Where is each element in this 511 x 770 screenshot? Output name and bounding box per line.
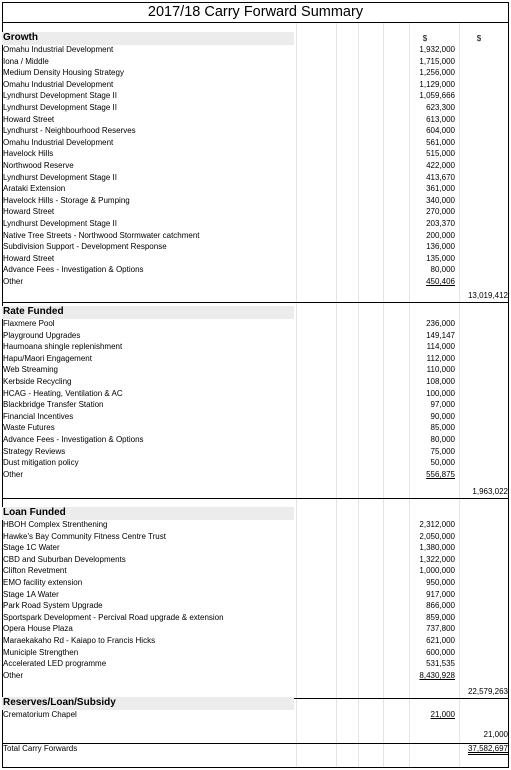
- loan-funded-item-amount: 1,322,000: [419, 554, 455, 564]
- grid-column-line: [459, 22, 460, 768]
- loan-funded-item-label: Stage 1C Water: [3, 543, 60, 553]
- growth-item-label: Iona / Middle: [3, 56, 49, 66]
- growth-item-label: Havelock Hills: [3, 149, 54, 159]
- growth-item-amount: 1,932,000: [419, 45, 455, 54]
- rate-funded-section-rule: [2, 498, 509, 499]
- loan-funded-item-label: Park Road System Upgrade: [3, 601, 103, 611]
- growth-item-amount: 1,715,000: [419, 56, 455, 66]
- growth-item-label: Northwood Reserve: [3, 161, 74, 170]
- loan-funded-item-amount: 8,430,928: [419, 670, 455, 680]
- rate-funded-item-amount: 90,000: [430, 411, 455, 421]
- rate-funded-item-amount: 97,000: [430, 400, 455, 410]
- rate-funded-item-amount: 85,000: [430, 423, 455, 433]
- reserves-item-amount: 21,000: [430, 710, 455, 719]
- rate-funded-item-amount: 236,000: [426, 319, 455, 328]
- loan-funded-item-label: Maraekakaho Rd - Kaiapo to Francis Hicks: [3, 636, 156, 645]
- rate-funded-heading: Rate Funded: [3, 306, 64, 317]
- rate-funded-item-amount: 108,000: [426, 377, 455, 386]
- loan-funded-item-amount: 2,312,000: [419, 520, 455, 529]
- rate-funded-item-amount: 110,000: [426, 365, 455, 375]
- growth-item-amount: 413,670: [426, 172, 455, 182]
- growth-item-amount: 203,370: [426, 219, 455, 228]
- growth-section-rule: [2, 302, 509, 303]
- rate-funded-item-label: HCAG - Heating, Ventilation & AC: [3, 388, 123, 398]
- growth-item-amount: 80,000: [430, 265, 455, 275]
- loan-funded-item-label: Other: [3, 670, 24, 680]
- loan-funded-item-amount: 621,000: [426, 636, 455, 645]
- grand-total-amount: 37,582,697: [467, 744, 508, 753]
- rate-funded-item-amount: 80,000: [430, 435, 455, 444]
- loan-funded-item-amount: 866,000: [426, 601, 455, 611]
- rate-funded-item-label: Financial Incentives: [3, 411, 74, 421]
- loan-funded-item-amount: 737,800: [426, 624, 455, 634]
- reserves-heading: Reserves/Loan/Subsidy: [3, 697, 116, 708]
- growth-item-amount: 623,300: [426, 103, 455, 112]
- loan-funded-item-label: CBD and Suburban Developments: [3, 554, 126, 564]
- growth-item-amount: 135,000: [426, 253, 455, 263]
- loan-funded-item-label: Municiple Strengthen: [3, 647, 79, 657]
- growth-item-amount: 613,000: [426, 114, 455, 124]
- sheet-border: [508, 2, 509, 768]
- grid-column-line: [296, 22, 297, 768]
- rate-funded-item-label: Strategy Reviews: [3, 446, 66, 456]
- loan-funded-item-label: Sportspark Development - Percival Road upgrade & extension: [3, 612, 224, 622]
- grand-total-label: Total Carry Forwards: [3, 744, 78, 753]
- sheet-title: 2017/18 Carry Forward Summary: [147, 4, 364, 20]
- growth-item-label: Lyndhurst Development Stage II: [3, 91, 117, 101]
- loan-funded-item-label: Clifton Revetment: [3, 566, 67, 576]
- loan-funded-item-amount: 950,000: [426, 578, 455, 587]
- title-rule: [2, 22, 509, 23]
- rate-funded-item-label: Playground Upgrades: [3, 330, 81, 340]
- growth-item-label: Lyndhurst Development Stage II: [3, 172, 117, 182]
- loan-funded-heading: Loan Funded: [3, 507, 66, 518]
- loan-funded-item-label: Opera House Plaza: [3, 624, 73, 634]
- growth-item-label: Subdivision Support - Development Response: [3, 242, 167, 252]
- rate-funded-item-label: Haumoana shingle replenishment: [3, 342, 123, 352]
- total-currency-header: $: [476, 34, 482, 43]
- rate-funded-item-amount: 114,000: [426, 342, 455, 352]
- rate-funded-item-amount: 112,000: [426, 353, 455, 363]
- loan-funded-item-amount: 1,000,000: [419, 566, 455, 576]
- growth-heading: Growth: [3, 32, 38, 43]
- growth-item-amount: 1,256,000: [419, 68, 455, 78]
- rate-funded-item-label: Dust mitigation policy: [3, 458, 79, 468]
- sheet-bottom-border: [2, 767, 509, 768]
- sheet-top-border: [2, 2, 509, 3]
- loan-funded-item-label: Hawke's Bay Community Fitness Centre Trust: [3, 531, 166, 541]
- loan-funded-total: 22,579,263: [467, 687, 508, 697]
- rate-funded-item-label: Advance Fees - Investigation & Options: [3, 435, 144, 444]
- growth-item-amount: 1,129,000: [419, 79, 455, 89]
- growth-item-amount: 604,000: [426, 126, 455, 136]
- rate-funded-total: 1,963,022: [472, 487, 508, 497]
- reserves-item-label: Crematorium Chapel: [3, 710, 77, 719]
- loan-funded-item-label: Stage 1A Water: [3, 589, 59, 599]
- growth-item-label: Medium Density Housing Strategy: [3, 68, 124, 78]
- growth-item-amount: 422,000: [426, 161, 455, 170]
- rate-funded-item-amount: 556,875: [426, 469, 455, 479]
- growth-item-label: Lyndhurst Development Stage II: [3, 103, 117, 112]
- growth-item-label: Native Tree Streets - Northwood Stormwater catchment: [3, 230, 200, 240]
- growth-item-label: Omahu Industrial Development: [3, 137, 114, 147]
- grid-column-line: [336, 22, 337, 768]
- growth-item-amount: 340,000: [426, 195, 455, 205]
- rate-funded-item-amount: 149,147: [426, 330, 455, 340]
- rate-funded-item-label: Kerbside Recycling: [3, 377, 72, 386]
- growth-item-amount: 361,000: [426, 184, 455, 194]
- rate-funded-item-label: Blackbridge Transfer Station: [3, 400, 104, 410]
- reserves-total: 21,000: [483, 729, 508, 739]
- growth-item-amount: 561,000: [426, 137, 455, 147]
- amount-currency-header: $: [422, 34, 428, 43]
- loan-funded-item-amount: 531,535: [426, 659, 455, 669]
- growth-item-label: Howard Street: [3, 114, 55, 124]
- loan-funded-item-amount: 859,000: [426, 612, 455, 622]
- growth-item-label: Lyndhurst Development Stage II: [3, 219, 117, 228]
- growth-item-label: Howard Street: [3, 207, 55, 217]
- loan-funded-item-amount: 2,050,000: [419, 531, 455, 541]
- growth-item-amount: 450,406: [426, 277, 455, 286]
- growth-item-label: Lyndhurst - Neighbourhood Reserves: [3, 126, 136, 136]
- grid-column-line: [358, 22, 359, 768]
- rate-funded-item-label: Hapu/Maori Engagement: [3, 353, 92, 363]
- growth-item-amount: 200,000: [426, 230, 455, 240]
- growth-item-amount: 270,000: [426, 207, 455, 217]
- growth-item-amount: 515,000: [426, 149, 455, 159]
- loan-funded-item-label: HBOH Complex Strenthening: [3, 520, 108, 529]
- growth-item-label: Howard Street: [3, 253, 55, 263]
- growth-total: 13,019,412: [467, 290, 508, 300]
- growth-item-label: Advance Fees - Investigation & Options: [3, 265, 144, 275]
- rate-funded-item-label: Other: [3, 469, 24, 479]
- rate-funded-item-amount: 100,000: [426, 388, 455, 398]
- rate-funded-item-amount: 50,000: [430, 458, 455, 468]
- rate-funded-item-label: Flaxmere Pool: [3, 319, 55, 328]
- loan-funded-item-label: Accelerated LED programme: [3, 659, 107, 669]
- growth-item-label: Havelock Hills - Storage & Pumping: [3, 195, 130, 205]
- growth-item-amount: 1,059,666: [419, 91, 455, 101]
- loan-funded-item-amount: 1,380,000: [419, 543, 455, 553]
- growth-item-label: Omahu Industrial Development: [3, 79, 114, 89]
- growth-item-label: Arataki Extension: [3, 184, 66, 194]
- grid-column-line: [383, 22, 384, 768]
- rate-funded-item-label: Web Streaming: [3, 365, 58, 375]
- loan-funded-item-amount: 917,000: [426, 589, 455, 599]
- loan-funded-item-amount: 600,000: [426, 647, 455, 657]
- rate-funded-item-amount: 75,000: [430, 446, 455, 456]
- rate-funded-item-label: Waste Futures: [3, 423, 55, 433]
- loan-funded-item-label: EMO facility extension: [3, 578, 83, 587]
- growth-item-amount: 136,000: [426, 242, 455, 252]
- growth-item-label: Omahu Industrial Development: [3, 45, 114, 54]
- growth-item-label: Other: [3, 277, 24, 286]
